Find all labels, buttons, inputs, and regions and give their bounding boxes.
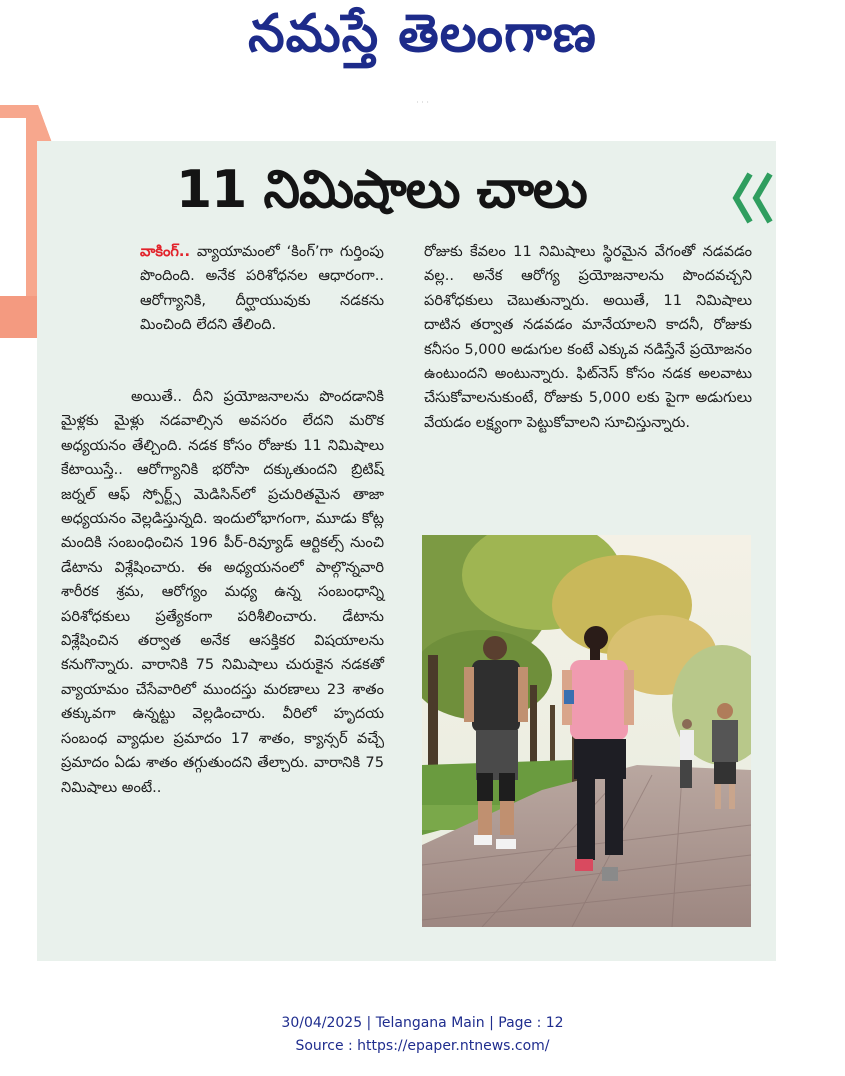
- article-lede-text: వ్యాయామంలో ‘కింగ్’గా గుర్తింపు పొందింది. అనేక పరిశోధనల ఆధారంగా.. ఆరోగ్యానికి, దీర్ఘాయువుకు నడకను మించింది లేదని తేలింది.: [140, 243, 384, 334]
- footer-source-line: Source : https://epaper.ntnews.com/: [295, 1038, 550, 1054]
- article-kicker: వాకింగ్..: [140, 243, 191, 260]
- walking-park-photo: [422, 535, 751, 927]
- article-column-1: [61, 385, 384, 800]
- article-column-1-lede: [140, 240, 384, 338]
- masthead-dateline: · · ·: [416, 98, 429, 107]
- article-column-2-body: రోజుకు కేవలం 11 నిమిషాలు స్థిరమైన వేగంతో నడవడం వల్ల.. అనేక ఆరోగ్య ప్రయోజనాలను పొందవచ్చని పరిశోధకులు చెబుతున్నారు. అయితే, 11 నిమిషాలు దాటిన తర్వాత నడవడం మానేయాలని కాదనీ, రోజుకు కనీసం 5,000 అడుగుల కంటే ఎక్కువ నడిస్తేనే ప్రయోజనం ఉంటుందని అంటున్నారు. ఫిట్‌నెస్ కోసం నడక అలవాటు చేసుకోవాలనుకుంటే, రోజుకు 5,000 లకు పైగా అడుగులు వేయడం లక్ష్యంగా పెట్టుకోవాలని సూచిస్తున్నారు.: [424, 243, 752, 431]
- article-column-2: [424, 240, 752, 435]
- article-headline: 11 నిమిషాలు చాలు: [176, 160, 587, 220]
- double-chevron-left-icon: [730, 168, 778, 228]
- article-column-1-body: అయితే.. దీని ప్రయోజనాలను పొందడానికి మైళ్లకు మైళ్లు నడవాల్సిన అవసరం లేదని మరొక అధ్యయనం తేల్చింది. నడక కోసం రోజుకు 11 నిమిషాలు కేటాయిస్తే.. ఆరోగ్యానికి భరోసా దక్కుతుందని బ్రిటిష్ జర్నల్ ఆఫ్ స్పోర్ట్స్ మెడిసిన్‌లో ప్రచురితమైన తాజా అధ్యయనం వెల్లడిస్తున్నది. ఇందులోభాగంగా, మూడు కోట్ల మందికి సంబంధించిన 196 పీర్-రివ్యూడ్ ఆర్టికల్స్ నుంచి డేటాను విశ్లేషించారు. ఈ అధ్యయనంలో పాల్గొన్నవారి శారీరక శ్రమ, ఆరోగ్యం మధ్య ఉన్న సంబంధాన్ని పరిశోధకులు ప్రత్యేకంగా పరిశీలించారు. డేటాను విశ్లేషించిన తర్వాత అనేక ఆసక్తికర విషయాలను కనుగొన్నారు. వారానికి 75 నిమిషాలు చురుకైన నడకతో వ్యాయామం చేసేవారిలో ముందస్తు మరణాలు 23 శాతం తక్కువగా ఉన్నట్టు వెల్లడించారు. వీరిలో హృదయ సంబంధ వ్యాధుల ప్రమాదం 17 శాతం, క్యాన్సర్ వచ్చే ప్రమాదం ఏడు శాతం తగ్గుతుందని తేల్చారు. వారానికి 75 నిమిషాలు అంటే..: [61, 388, 384, 796]
- footer-edition-line: 30/04/2025 | Telangana Main | Page : 12: [281, 1015, 564, 1031]
- newspaper-masthead: నమస్తే తెలంగాణ: [248, 4, 597, 64]
